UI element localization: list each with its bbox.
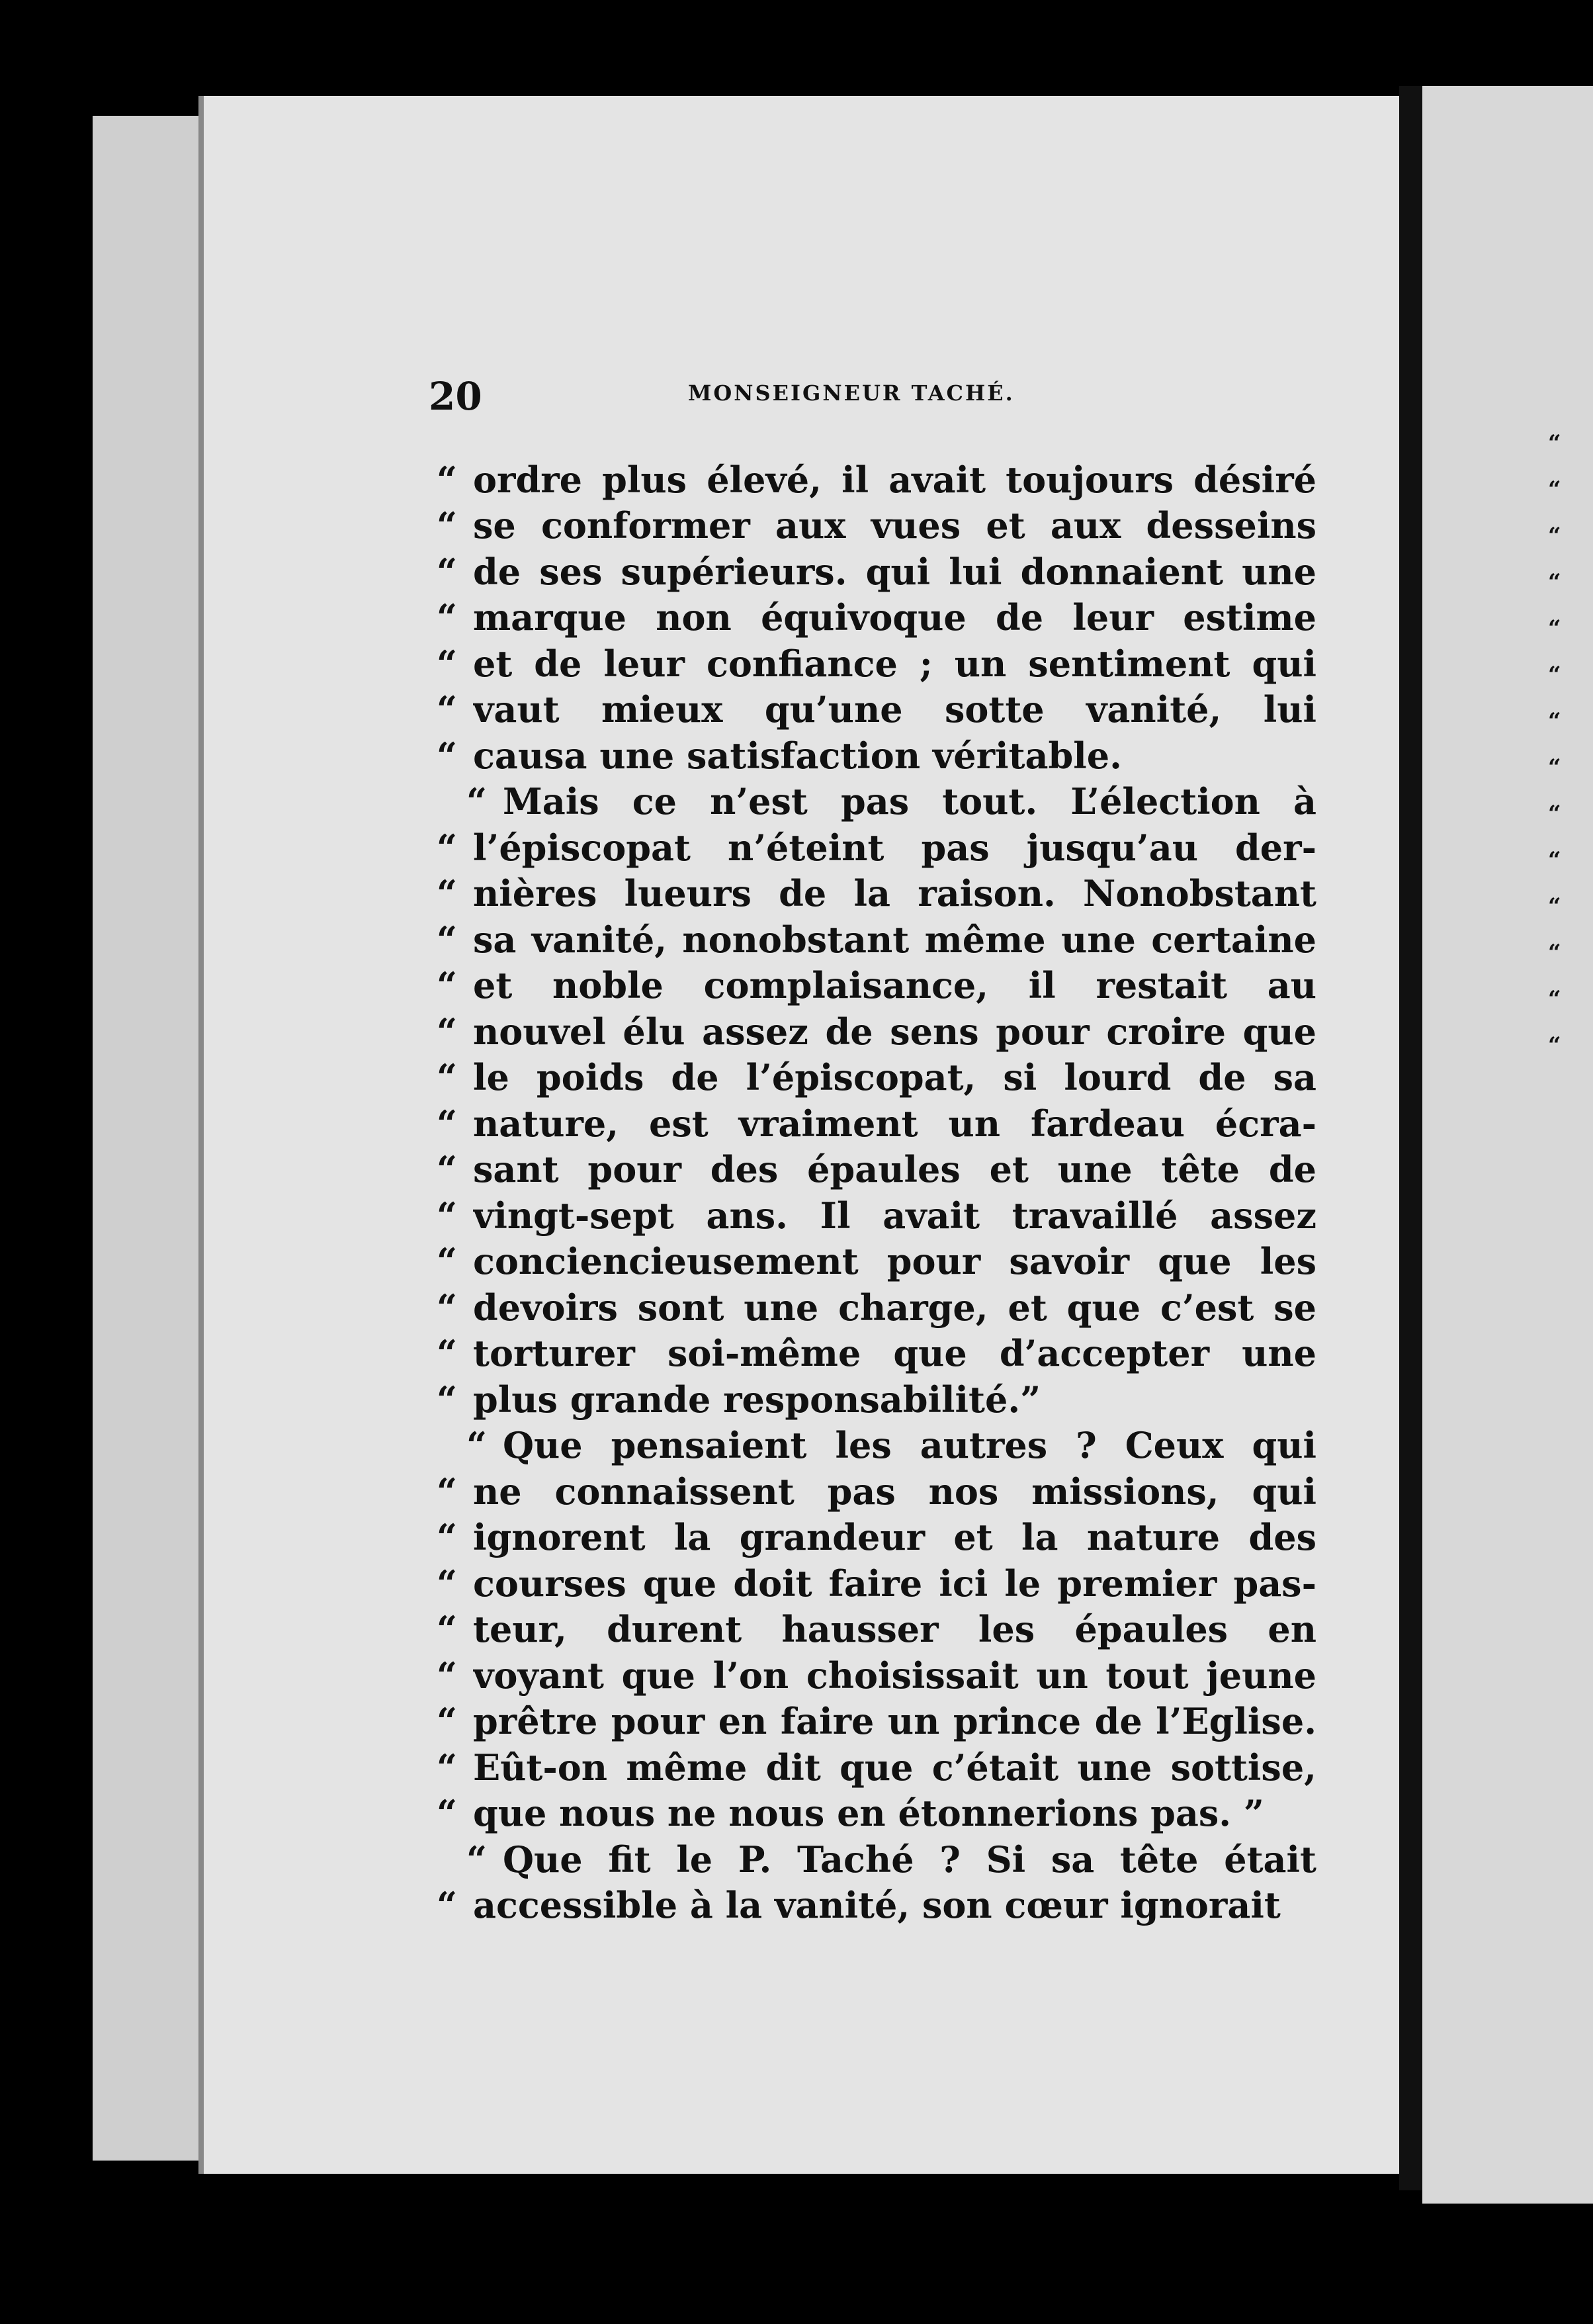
line-text: ne connaissent pas nos missions, qui (473, 1470, 1316, 1513)
line-text: que nous ne nous en étonnerions pas. ” (473, 1792, 1264, 1835)
line-text: vingt-sept ans. Il avait travaillé assez (473, 1194, 1316, 1237)
line-text: et de leur confiance ; un sentiment qui (473, 642, 1316, 685)
line-text: nières lueurs de la raison. Nonobstant (473, 872, 1316, 915)
quote-mark: “ (437, 688, 458, 731)
text-line (437, 871, 1316, 917)
facing-quote-mark: “ (1548, 615, 1561, 642)
text-line (437, 641, 1316, 687)
quote-mark: “ (437, 872, 458, 915)
text-line (437, 1192, 1316, 1239)
line-text: marque non équivoque de leur estime (473, 596, 1316, 639)
running-head (429, 374, 1303, 420)
line-text: et noble complaisance, il restait au (473, 964, 1316, 1007)
facing-quote-mark: “ (1548, 754, 1561, 781)
line-text: torturer soi-même que d’accepter une (473, 1332, 1316, 1375)
quote-mark: “ (437, 1286, 458, 1329)
facing-quote-mark: “ (1548, 986, 1561, 1012)
line-text: causa une satisfaction véritable. (473, 734, 1122, 777)
quote-mark: “ (437, 1148, 458, 1191)
quote-mark: “ (437, 504, 458, 547)
text-line (437, 457, 1316, 503)
running-title: MONSEIGNEUR TACHÉ. (688, 380, 1015, 406)
quote-mark: “ (437, 642, 458, 685)
text-line (437, 595, 1316, 641)
text-line (437, 1744, 1316, 1791)
line-text: devoirs sont une charge, et que c’est se (473, 1286, 1316, 1329)
text-line (437, 916, 1316, 963)
quote-mark: “ (437, 596, 458, 639)
quote-mark: “ (437, 1562, 458, 1605)
page-edge-3 (146, 116, 174, 2161)
quote-mark: “ (437, 826, 458, 869)
line-text: plus grande responsabilité.” (473, 1378, 1041, 1421)
text-line (437, 1331, 1316, 1377)
line-text: Que fit le P. Taché ? Si sa tête était (503, 1838, 1316, 1881)
facing-quote-mark: “ (1548, 662, 1561, 688)
line-text: sa vanité, nonobstant même une certaine (473, 918, 1316, 961)
text-line (437, 1055, 1316, 1101)
line-text: vaut mieux qu’une sotte vanité, lui (473, 688, 1316, 731)
line-text: Eût-on même dit que c’était une sottise, (473, 1746, 1316, 1789)
line-text: l’épiscopat n’éteint pas jusqu’au der- (473, 826, 1316, 869)
line-text: le poids de l’épiscopat, si lourd de sa (473, 1056, 1316, 1099)
quote-mark: “ (437, 1516, 458, 1559)
facing-quote-mark: “ (1548, 1032, 1561, 1059)
quote-mark: “ (466, 1424, 488, 1467)
quote-mark: “ (437, 1700, 458, 1743)
facing-quote-mark: “ (1548, 708, 1561, 735)
quote-mark: “ (437, 1884, 458, 1927)
line-text: Mais ce n’est pas tout. L’élection à (503, 780, 1316, 823)
text-line (437, 779, 1316, 825)
quote-mark: “ (437, 1792, 458, 1835)
facing-page (1422, 86, 1593, 2204)
text-line (437, 1284, 1316, 1331)
quote-mark: “ (437, 1194, 458, 1237)
page-edge-2 (119, 116, 148, 2161)
quote-mark: “ (437, 918, 458, 961)
text-line (437, 1883, 1316, 1929)
quote-mark: “ (437, 734, 458, 777)
line-text: accessible à la vanité, son cœur ignorait (473, 1884, 1281, 1927)
quote-mark: “ (437, 1470, 458, 1513)
line-text: ordre plus élevé, il avait toujours désiré (473, 458, 1316, 501)
line-text: courses que doit faire ici le premier pas- (473, 1562, 1316, 1605)
text-line (437, 1560, 1316, 1607)
quote-mark: “ (437, 1240, 458, 1283)
quote-mark: “ (437, 1608, 458, 1651)
text-line (437, 1699, 1316, 1745)
line-text: nature, est vraiment un fardeau écra- (473, 1102, 1316, 1145)
quote-mark: “ (466, 1838, 488, 1881)
line-text: teur, durent hausser les épaules en (473, 1608, 1316, 1651)
line-text: sant pour des épaules et une tête de (473, 1148, 1316, 1191)
text-line (437, 1652, 1316, 1699)
text-line (437, 1423, 1316, 1469)
text-line (437, 549, 1316, 595)
text-line (437, 1376, 1316, 1423)
quote-mark: “ (437, 550, 458, 593)
quote-mark: “ (437, 458, 458, 501)
facing-quote-mark: “ (1548, 940, 1561, 966)
text-line (437, 1791, 1316, 1837)
text-line (437, 1239, 1316, 1285)
facing-quote-mark: “ (1548, 893, 1561, 920)
line-text: se conformer aux vues et aux desseins (473, 504, 1316, 547)
quote-mark: “ (437, 1010, 458, 1053)
text-line (437, 1100, 1316, 1147)
text-line (437, 1836, 1316, 1883)
facing-quote-mark: “ (1548, 476, 1561, 503)
line-text: ignorent la grandeur et la nature des (473, 1516, 1316, 1559)
quote-mark: “ (437, 1332, 458, 1375)
facing-quote-mark: “ (1548, 430, 1561, 457)
facing-quote-mark: “ (1548, 847, 1561, 873)
line-text: voyant que l’on choisissait un tout jeune (473, 1654, 1316, 1697)
quote-mark: “ (466, 780, 488, 823)
body-text (437, 457, 1316, 1928)
line-text: de ses supérieurs. qui lui donnaient une (473, 550, 1316, 593)
facing-page-marks (1548, 430, 1588, 1079)
text-line (437, 1607, 1316, 1653)
text-line (437, 1515, 1316, 1561)
text-line (437, 1468, 1316, 1515)
quote-mark: “ (437, 1056, 458, 1099)
line-text: conciencieusement pour savoir que les (473, 1240, 1316, 1283)
facing-quote-mark: “ (1548, 801, 1561, 827)
line-text: Que pensaient les autres ? Ceux qui (503, 1424, 1316, 1467)
quote-mark: “ (437, 1746, 458, 1789)
page-number: 20 (429, 374, 482, 419)
text-line (437, 825, 1316, 871)
quote-mark: “ (437, 1654, 458, 1697)
facing-quote-mark: “ (1548, 523, 1561, 549)
facing-quote-mark: “ (1548, 569, 1561, 596)
quote-mark: “ (437, 1102, 458, 1145)
line-text: prêtre pour en faire un prince de l’Eglise. (473, 1700, 1316, 1743)
text-line (437, 503, 1316, 549)
page-edge-1 (93, 116, 121, 2161)
quote-mark: “ (437, 964, 458, 1007)
line-text: nouvel élu assez de sens pour croire que (473, 1010, 1316, 1053)
text-line (437, 733, 1316, 779)
text-line (437, 1147, 1316, 1193)
text-line (437, 687, 1316, 733)
quote-mark: “ (437, 1378, 458, 1421)
text-line (437, 1008, 1316, 1055)
text-line (437, 963, 1316, 1009)
